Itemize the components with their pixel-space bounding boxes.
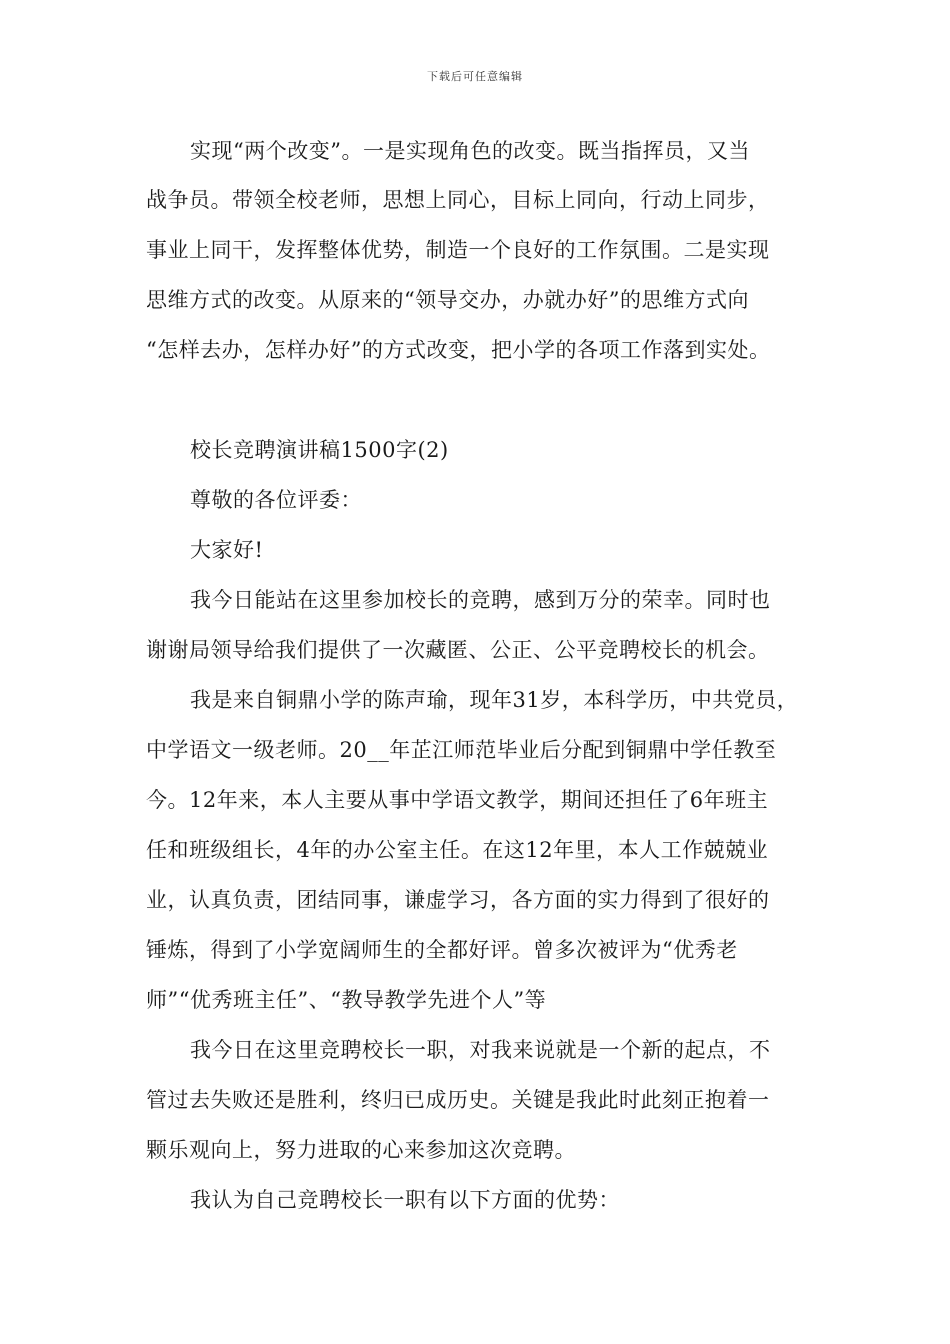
paragraph-line: 任和班级组长，4年的办公室主任。在这12年里，本人工作兢兢业 xyxy=(146,838,769,862)
paragraph-line: 谢谢局领导给我们提供了一次藏匿、公正、公平竞聘校长的机会。 xyxy=(146,638,770,662)
paragraph-line: 我是来自铜鼎小学的陈声瑜，现年31岁，本科学历，中共党员， xyxy=(190,688,799,712)
paragraph-line: 实现“两个改变”。一是实现角色的改变。既当指挥员，又当 xyxy=(190,139,750,163)
paragraph-line: 中学语文一级老师。20__年芷江师范毕业后分配到铜鼎中学任教至 xyxy=(146,738,777,762)
greeting: 大家好! xyxy=(190,538,264,562)
paragraph-line: “怎样去办，怎样办好”的方式改变，把小学的各项工作落到实处。 xyxy=(146,338,771,362)
paragraph-line: 我今日能站在这里参加校长的竞聘，感到万分的荣幸。同时也 xyxy=(190,588,771,612)
paragraph-line: 今。12年来，本人主要从事中学语文教学，期间还担任了6年班主 xyxy=(146,788,769,812)
paragraph-line: 我认为自己竞聘校长一职有以下方面的优势： xyxy=(190,1188,620,1212)
paragraph-line: 管过去失败还是胜利，终归已成历史。关键是我此时此刻正抱着一 xyxy=(146,1088,770,1112)
paragraph-line: 颗乐观向上，努力进取的心来参加这次竞聘。 xyxy=(146,1138,576,1162)
paragraph-line: 我今日在这里竞聘校长一职，对我来说就是一个新的起点，不 xyxy=(190,1038,771,1062)
paragraph-line: 师”“优秀班主任”、“教导教学先进个人”等 xyxy=(146,988,547,1012)
section-title: 校长竞聘演讲稿1500字(2) xyxy=(190,438,449,462)
paragraph-line: 锤炼，得到了小学宽阔师生的全都好评。曾多次被评为“优秀老 xyxy=(146,938,738,962)
paragraph-line: 业，认真负责，团结同事，谦虚学习，各方面的实力得到了很好的 xyxy=(146,888,770,912)
paragraph-line: 事业上同干，发挥整体优势，制造一个良好的工作氛围。二是实现 xyxy=(146,238,770,262)
paragraph-line: 战争员。带领全校老师，思想上同心，目标上同向，行动上同步， xyxy=(146,188,770,212)
header-note: 下载后可任意编辑 xyxy=(427,70,523,83)
paragraph-line: 思维方式的改变。从原来的“领导交办，办就办好”的思维方式向 xyxy=(146,288,749,312)
salutation: 尊敬的各位评委： xyxy=(190,488,362,512)
